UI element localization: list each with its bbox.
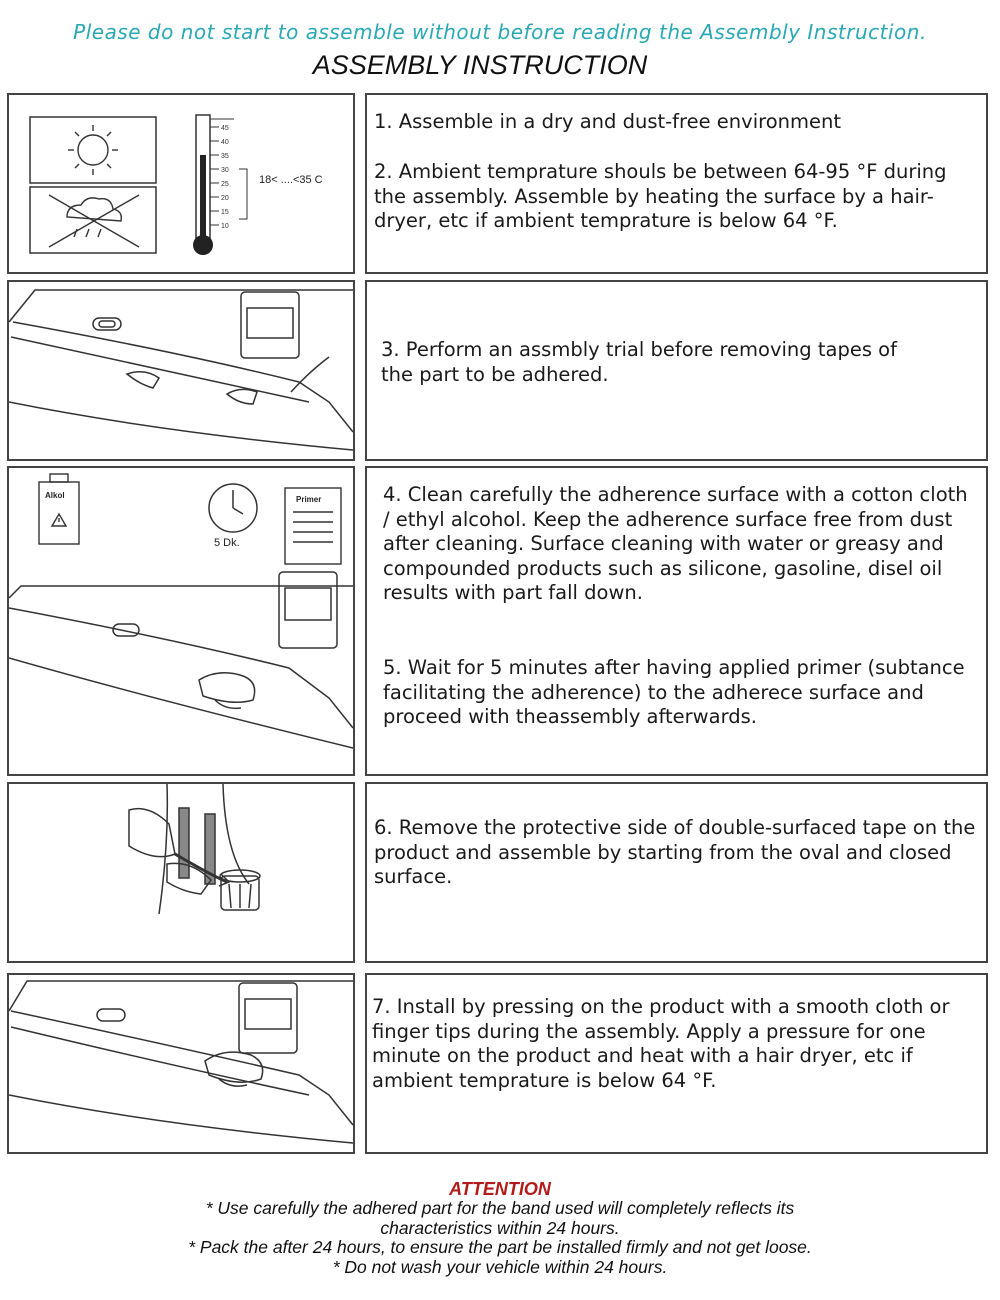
page-title: ASSEMBLY INSTRUCTION bbox=[312, 50, 648, 80]
thermometer-tick-label: 15 bbox=[221, 209, 229, 216]
panel-environment-illustration bbox=[7, 93, 355, 274]
clock-icon bbox=[209, 484, 257, 532]
tailgate-pressing-illustration bbox=[9, 975, 353, 1152]
primer-label: Primer bbox=[296, 495, 322, 504]
attention-note: * Use carefully the adhered part for the band used will completely reflects its bbox=[205, 1198, 795, 1218]
attention-note: * Do not wash your vehicle within 24 hours. bbox=[332, 1256, 668, 1277]
thermometer-tick-label: 20 bbox=[221, 195, 229, 202]
step-4-text: 4. Clean carefully the adherence surface with a cotton cloth / ethyl alcohol. Keep the adherence surface free from dust after cleaning. Surface cleaning with water or greasy and compounded products such as silicone, gasoline, disel oil results with part fall down. bbox=[383, 483, 968, 604]
attention-note: * Pack the after 24 hours, to ensure the part be installed firmly and not get loose. bbox=[188, 1237, 812, 1257]
thermometer-tick-label: 10 bbox=[221, 223, 229, 230]
clock-label: 5 Dk. bbox=[214, 537, 240, 549]
temperature-range-label: 18< ....<35 C bbox=[259, 174, 323, 186]
attention-note: characteristics within 24 hours. bbox=[380, 1217, 620, 1238]
thermometer-tick-label: 45 bbox=[221, 125, 229, 132]
tailgate-cleaning-illustration bbox=[9, 572, 353, 748]
step-1-text: 1. Assemble in a dry and dust-free environment bbox=[374, 110, 842, 133]
panel-cleaning-illustration bbox=[7, 466, 355, 776]
alcohol-bottle-icon bbox=[39, 474, 79, 544]
thermometer-scale bbox=[210, 125, 247, 230]
panel-step-6 bbox=[365, 782, 988, 963]
panel-trial-illustration bbox=[7, 280, 355, 461]
panel-steps-4-5 bbox=[365, 466, 988, 776]
attention-heading: ATTENTION bbox=[449, 1179, 551, 1199]
warning-banner: Please do not start to assemble without before reading the Assembly Instruction. bbox=[73, 20, 927, 44]
thermometer-tick-label: 25 bbox=[221, 181, 229, 188]
thermometer-tick-label: 35 bbox=[221, 153, 229, 160]
sun-icon bbox=[68, 125, 118, 175]
panel-tape-illustration bbox=[7, 782, 355, 963]
step-7-text: 7. Install by pressing on the product with a smooth cloth or finger tips during the assembly. Apply a pressure for one minute on the product and heat with a hair dryer, etc if ambient temprature is below 64 °F. bbox=[372, 995, 950, 1092]
thermometer-tick-label: 40 bbox=[221, 139, 229, 146]
step-2-text: 2. Ambient temprature shouls be between 64-95 °F during the assembly. Assemble by heating the surface by a hair-dryer, etc if ambient temprature is below 64 °F. bbox=[374, 160, 947, 232]
alcohol-label: Alkol bbox=[45, 491, 65, 500]
panel-step-7 bbox=[365, 973, 988, 1154]
thermometer-range-bracket bbox=[239, 169, 247, 219]
tape-removal-illustration bbox=[9, 784, 353, 961]
step-5-text: 5. Wait for 5 minutes after having applied primer (subtance facilitating the adherence) to the adherece surface and proceed with theassembly afterwards. bbox=[383, 656, 965, 728]
panel-steps-1-2 bbox=[365, 93, 988, 274]
step-3-text: 3. Perform an assmbly trial before removing tapes of the part to be adhered. bbox=[381, 338, 897, 386]
attention-notes bbox=[60, 1199, 940, 1277]
panel-step-3 bbox=[365, 280, 988, 461]
rain-cloud-crossed-icon bbox=[49, 195, 139, 247]
tailgate-trial-illustration bbox=[9, 282, 353, 459]
panel-pressing-illustration bbox=[7, 973, 355, 1154]
thermometer-tick-label: 30 bbox=[221, 167, 229, 174]
step-6-text: 6. Remove the protective side of double-surfaced tape on the product and assemble by starting from the oval and closed surface. bbox=[374, 816, 976, 888]
